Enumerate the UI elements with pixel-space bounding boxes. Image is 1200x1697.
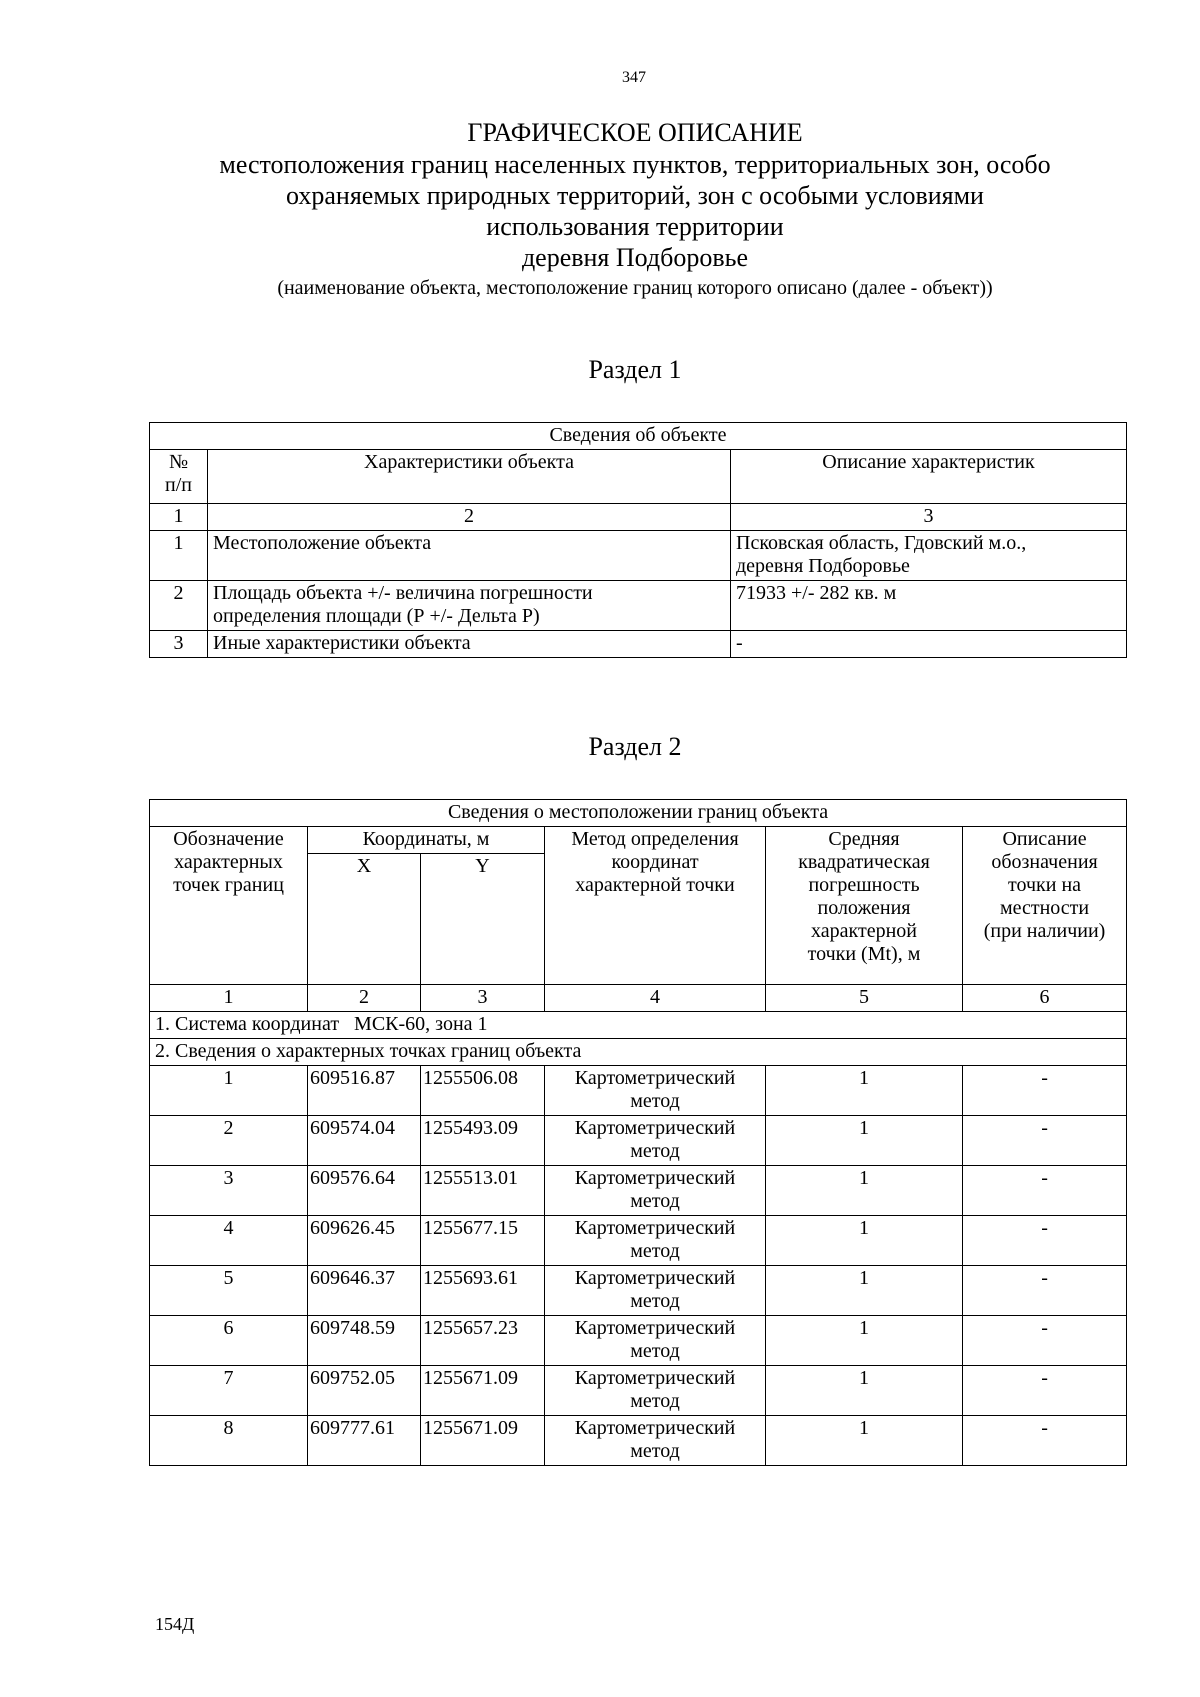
row-number: 3 (150, 631, 208, 658)
column-number: 3 (731, 504, 1127, 531)
point-method: Картометрический метод (545, 1116, 766, 1166)
row-value: Псковская область, Гдовский м.о., деревня Подборовье (731, 531, 1127, 581)
header-designation: Обозначение характерных точек границ (150, 827, 308, 985)
column-number: 2 (208, 504, 731, 531)
column-number: 2 (308, 985, 421, 1012)
row-characteristic: Площадь объекта +/- величина погрешности определения площади (Р +/- Дельта Р) (208, 581, 731, 631)
header-description: Описание характеристик (731, 450, 1127, 504)
row-value: - (731, 631, 1127, 658)
point-id: 8 (150, 1416, 308, 1466)
point-description: - (963, 1316, 1127, 1366)
point-mt: 1 (766, 1266, 963, 1316)
point-method: Картометрический метод (545, 1316, 766, 1366)
row-value: 71933 +/- 282 кв. м (731, 581, 1127, 631)
section-1-heading: Раздел 1 (588, 355, 682, 384)
point-method: Картометрический метод (545, 1216, 766, 1266)
table-row (150, 531, 1127, 581)
point-method: Картометрический метод (545, 1366, 766, 1416)
object-info-table (149, 422, 1127, 658)
coordinate-system: 1. Система координат МСК-60, зона 1 (150, 1012, 1127, 1039)
column-number: 4 (545, 985, 766, 1012)
point-x: 609626.45 (308, 1216, 421, 1266)
point-id: 6 (150, 1316, 308, 1366)
point-method: Картометрический метод (545, 1416, 766, 1466)
table-row (150, 1316, 1127, 1366)
point-id: 1 (150, 1066, 308, 1116)
table-row (150, 1366, 1127, 1416)
table-row (150, 1416, 1127, 1466)
header-characteristics: Характеристики объекта (208, 450, 731, 504)
object-name: деревня Подборовье (521, 243, 749, 272)
point-id: 3 (150, 1166, 308, 1216)
point-description: - (963, 1266, 1127, 1316)
point-y: 1255671.09 (421, 1366, 545, 1416)
point-mt: 1 (766, 1216, 963, 1266)
table-header-row (150, 450, 1127, 504)
point-description: - (963, 1116, 1127, 1166)
header-error: Средняя квадратическая погрешность положения характерной точки (Mt), м (766, 827, 963, 985)
column-number: 1 (150, 985, 308, 1012)
row-number: 2 (150, 581, 208, 631)
point-mt: 1 (766, 1316, 963, 1366)
column-number-row (150, 504, 1127, 531)
point-method: Картометрический метод (545, 1066, 766, 1116)
point-mt: 1 (766, 1366, 963, 1416)
title-block (140, 117, 1130, 301)
point-method: Картометрический метод (545, 1166, 766, 1216)
page-number: 347 (622, 69, 646, 86)
table-title: Сведения о местоположении границ объекта (150, 800, 1127, 827)
column-number-row (150, 985, 1127, 1012)
table-row (150, 581, 1127, 631)
point-x: 609777.61 (308, 1416, 421, 1466)
table-row (150, 631, 1127, 658)
row-characteristic: Иные характеристики объекта (208, 631, 731, 658)
point-description: - (963, 1066, 1127, 1116)
table-row (150, 1116, 1127, 1166)
points-caption: 2. Сведения о характерных точках границ объекта (150, 1039, 1127, 1066)
point-method: Картометрический метод (545, 1266, 766, 1316)
point-description: - (963, 1166, 1127, 1216)
point-x: 609516.87 (308, 1066, 421, 1116)
point-mt: 1 (766, 1066, 963, 1116)
point-y: 1255513.01 (421, 1166, 545, 1216)
point-mt: 1 (766, 1116, 963, 1166)
table-row (150, 1066, 1127, 1116)
header-x: X (308, 854, 421, 985)
header-number: № п/п (150, 450, 208, 504)
point-x: 609752.05 (308, 1366, 421, 1416)
point-y: 1255657.23 (421, 1316, 545, 1366)
point-x: 609576.64 (308, 1166, 421, 1216)
table-title: Сведения об объекте (150, 423, 1127, 450)
column-number: 6 (963, 985, 1127, 1012)
footer-code: 154Д (155, 1614, 195, 1634)
header-point-description: Описание обозначения точки на местности (при наличии) (963, 827, 1127, 985)
boundary-points-table (149, 799, 1127, 1466)
points-body (150, 1066, 1127, 1466)
point-mt: 1 (766, 1166, 963, 1216)
header-coordinates: Координаты, м (308, 827, 545, 854)
column-number: 3 (421, 985, 545, 1012)
row-characteristic: Местоположение объекта (208, 531, 731, 581)
table-header-row (150, 827, 1127, 854)
subtitle-line: использования территории (486, 212, 784, 241)
object-caption: (наименование объекта, местоположение границ которого описано (далее - объект)) (277, 277, 993, 299)
point-description: - (963, 1216, 1127, 1266)
table-row (150, 1216, 1127, 1266)
point-id: 7 (150, 1366, 308, 1416)
coordinate-system-row (150, 1012, 1127, 1039)
point-x: 609748.59 (308, 1316, 421, 1366)
table-title-row (150, 800, 1127, 827)
point-mt: 1 (766, 1416, 963, 1466)
table-row (150, 1266, 1127, 1316)
point-y: 1255671.09 (421, 1416, 545, 1466)
row-number: 1 (150, 531, 208, 581)
column-number: 5 (766, 985, 963, 1012)
point-y: 1255493.09 (421, 1116, 545, 1166)
point-id: 5 (150, 1266, 308, 1316)
document-title: ГРАФИЧЕСКОЕ ОПИСАНИЕ (467, 118, 803, 147)
point-y: 1255506.08 (421, 1066, 545, 1116)
point-id: 4 (150, 1216, 308, 1266)
point-x: 609574.04 (308, 1116, 421, 1166)
point-y: 1255693.61 (421, 1266, 545, 1316)
point-y: 1255677.15 (421, 1216, 545, 1266)
point-x: 609646.37 (308, 1266, 421, 1316)
header-y: Y (421, 854, 545, 985)
point-description: - (963, 1366, 1127, 1416)
subtitle-line: местоположения границ населенных пунктов, территориальных зон, особо (219, 150, 1051, 179)
header-method: Метод определения координат характерной точки (545, 827, 766, 985)
table-row (150, 1166, 1127, 1216)
points-caption-row (150, 1039, 1127, 1066)
column-number: 1 (150, 504, 208, 531)
subtitle-line: охраняемых природных территорий, зон с особыми условиями (286, 181, 984, 210)
point-id: 2 (150, 1116, 308, 1166)
point-description: - (963, 1416, 1127, 1466)
table-title-row (150, 423, 1127, 450)
section-2-heading: Раздел 2 (588, 732, 682, 761)
